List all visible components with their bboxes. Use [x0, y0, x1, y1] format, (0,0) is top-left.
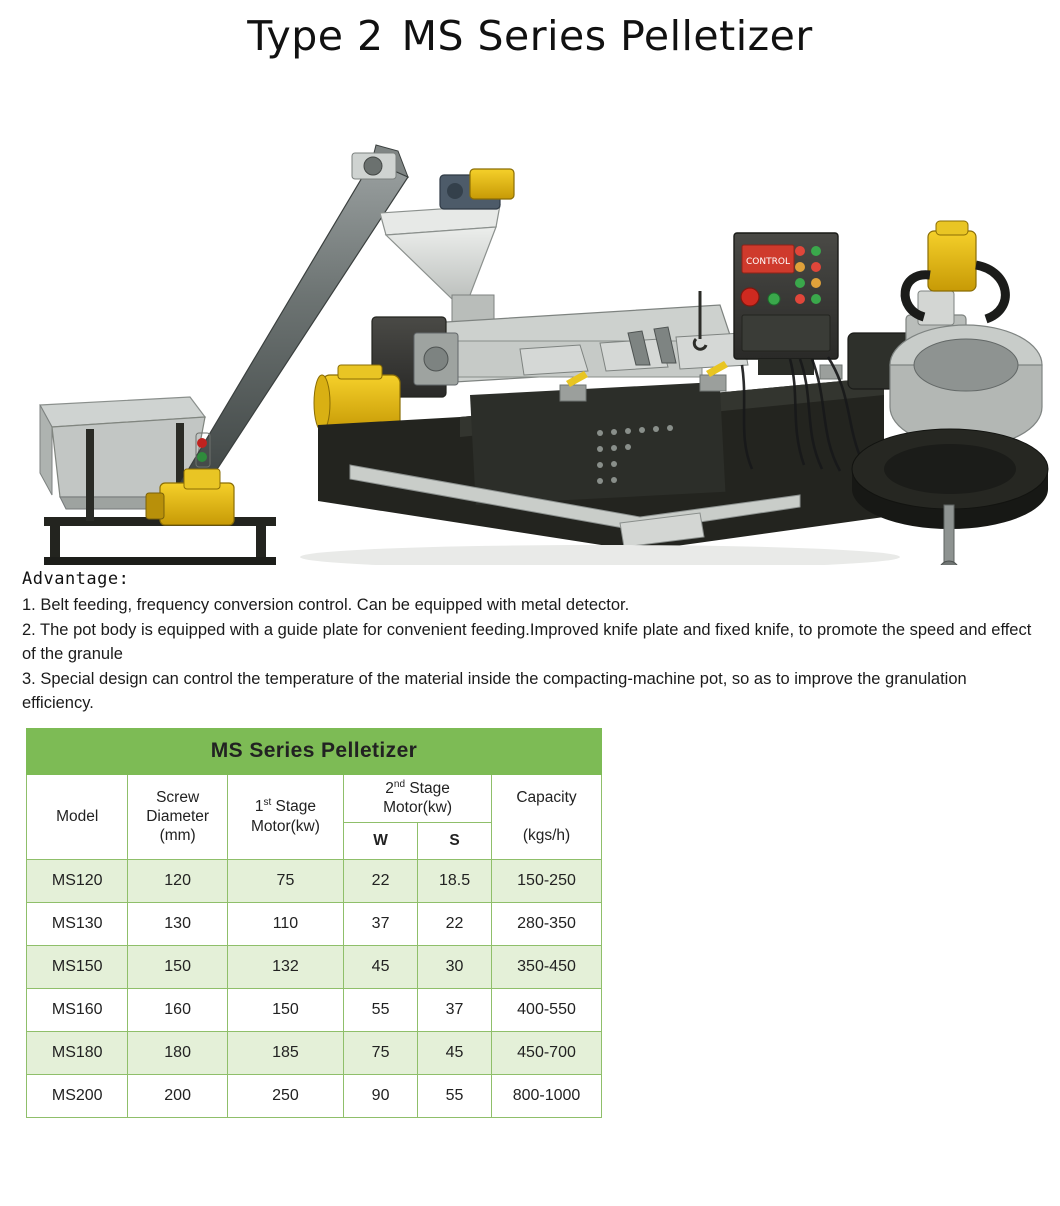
cell-screw: 150 [128, 945, 227, 988]
cell-stage2-w: 22 [344, 859, 418, 902]
header-screw-diameter [128, 774, 227, 859]
table-row [27, 988, 602, 1031]
cell-stage2-w: 75 [344, 1031, 418, 1074]
header-capacity [492, 774, 602, 859]
cell-screw: 180 [128, 1031, 227, 1074]
cell-stage2-s: 22 [418, 902, 492, 945]
table-row [27, 1031, 602, 1074]
cell-capacity: 150-250 [492, 859, 602, 902]
page-title-type: Type 2 [247, 12, 384, 60]
header-stage1-motor-unit: Motor(kw) [251, 817, 320, 835]
advantage-heading: Advantage: [22, 569, 130, 590]
cell-capacity: 350-450 [492, 945, 602, 988]
cell-stage2-w: 37 [344, 902, 418, 945]
table-header-row-1 [27, 774, 602, 822]
cell-stage2-s: 55 [418, 1074, 492, 1117]
header-stage1-sup: st [263, 797, 272, 809]
cell-stage1: 185 [227, 1031, 343, 1074]
cell-stage2-w: 55 [344, 988, 418, 1031]
spec-table [26, 728, 602, 1118]
cell-stage1: 150 [227, 988, 343, 1031]
table-caption-row [27, 728, 602, 774]
cell-screw: 120 [128, 859, 227, 902]
cell-stage2-s: 45 [418, 1031, 492, 1074]
header-stage2-motor [344, 774, 492, 822]
cell-stage2-w: 90 [344, 1074, 418, 1117]
header-stage2-motor-unit: Motor(kw) [383, 799, 452, 817]
spec-table-wrapper [26, 728, 602, 1118]
header-screw-line2: Diameter [146, 807, 210, 825]
cell-stage2-s: 30 [418, 945, 492, 988]
cell-screw: 160 [128, 988, 227, 1031]
header-stage2-text: Stage [405, 779, 450, 797]
page-title-model: MS Series Pelletizer [401, 12, 813, 60]
cell-stage2-s: 37 [418, 988, 492, 1031]
table-row [27, 859, 602, 902]
advantage-item-1: 1. Belt feeding, frequency conversion control. Can be equipped with metal detector. [22, 596, 630, 615]
svg-text:CONTROL: CONTROL [746, 257, 790, 268]
advantage-item-2: 2. The pot body is equipped with a guide plate for convenient feeding.Improved knife plate and fixed knife, to promote the speed and effect of the granule [22, 621, 1032, 663]
cell-screw: 200 [128, 1074, 227, 1117]
cell-stage1: 250 [227, 1074, 343, 1117]
cell-stage2-s: 18.5 [418, 859, 492, 902]
page-title [0, 0, 1060, 59]
table-row [27, 945, 602, 988]
advantage-section [0, 569, 1060, 716]
cell-model: MS130 [27, 902, 128, 945]
header-stage1-num: 1 [254, 798, 264, 816]
cell-model: MS150 [27, 945, 128, 988]
header-screw-line3: (mm) [159, 827, 196, 845]
cell-model: MS180 [27, 1031, 128, 1074]
cell-screw: 130 [128, 902, 227, 945]
cell-capacity: 400-550 [492, 988, 602, 1031]
header-capacity-line1: Capacity [516, 788, 577, 806]
cell-capacity: 800-1000 [492, 1074, 602, 1117]
header-stage1-text: Stage [271, 798, 317, 816]
header-stage2-sup: nd [393, 778, 406, 790]
cell-capacity: 280-350 [492, 902, 602, 945]
cell-stage2-w: 45 [344, 945, 418, 988]
advantage-item-3: 3. Special design can control the temperature of the material inside the compacting-machine pot, so as to improve the granulation efficiency. [22, 669, 967, 712]
header-stage2-w: W [344, 822, 418, 859]
cell-stage1: 132 [227, 945, 343, 988]
cell-model: MS200 [27, 1074, 128, 1117]
header-model: Model [27, 774, 128, 859]
cell-stage1: 110 [227, 902, 343, 945]
table-row [27, 902, 602, 945]
machine-photo [0, 65, 1060, 565]
cell-model: MS160 [27, 988, 128, 1031]
table-row [27, 1074, 602, 1117]
table-caption: MS Series Pelletizer [27, 728, 602, 774]
header-screw-line1: Screw [156, 788, 200, 806]
header-stage2-num: 2 [385, 779, 394, 797]
cell-stage1: 75 [227, 859, 343, 902]
header-capacity-line2: (kgs/h) [522, 827, 571, 845]
feed-hopper [380, 169, 514, 323]
header-stage1-motor [227, 774, 343, 859]
cell-model: MS120 [27, 859, 128, 902]
cell-capacity: 450-700 [492, 1031, 602, 1074]
control-cabinet [734, 233, 838, 375]
header-stage2-s: S [418, 822, 492, 859]
